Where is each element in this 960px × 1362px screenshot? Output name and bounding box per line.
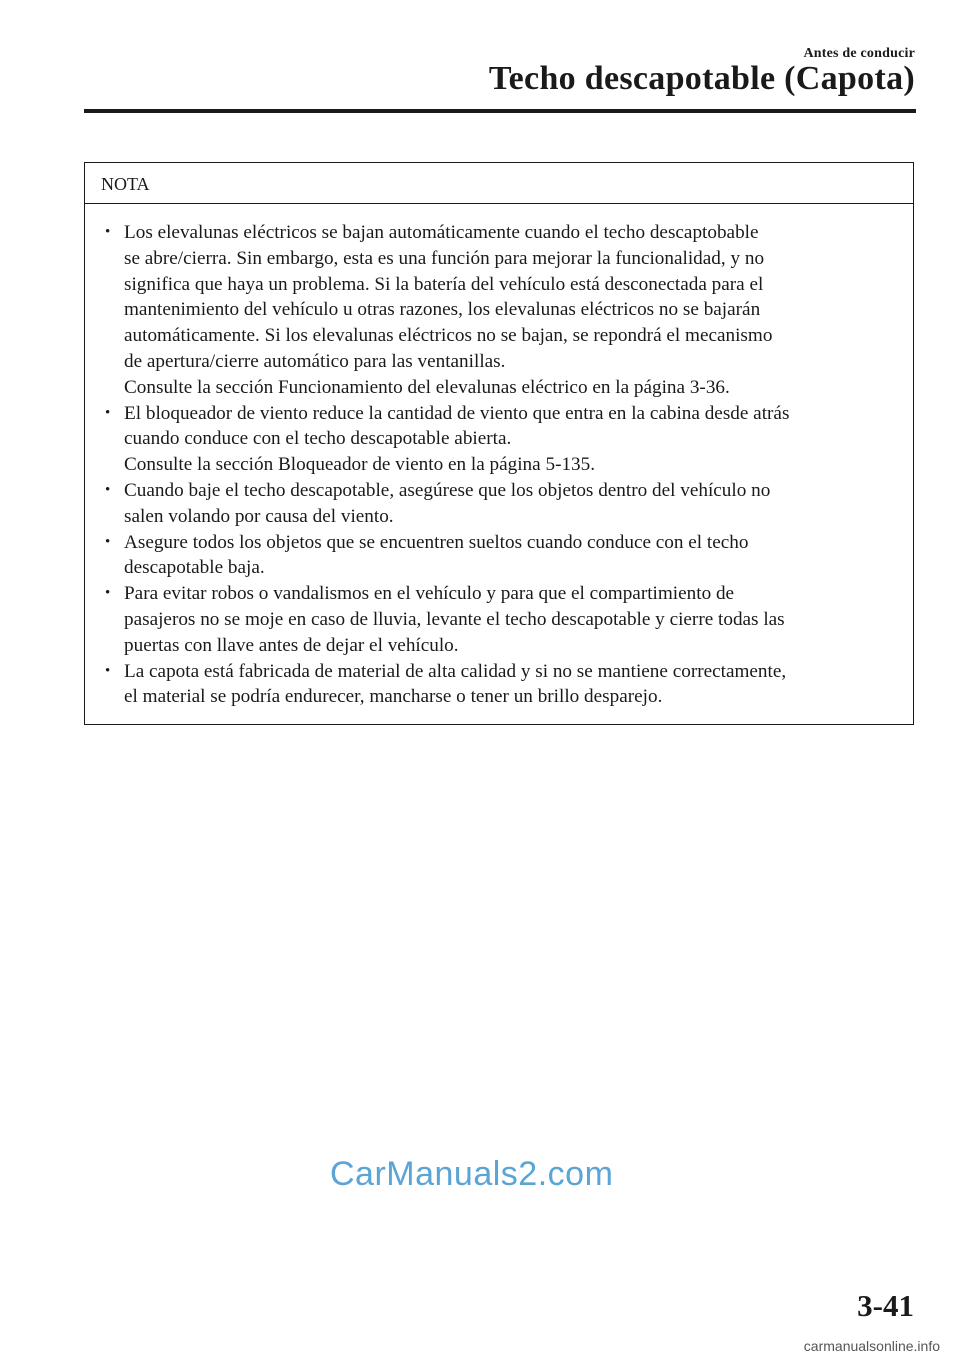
note-text-line: cuando conduce con el techo descapotable abierta. [124,428,512,450]
note-text-line: Cuando baje el techo descapotable, asegúrese que los objetos dentro del vehículo no [124,479,771,501]
note-text-line: Los elevalunas eléctricos se bajan automáticamente cuando el techo descaptobable [124,222,759,243]
section-heading: Antes de conducir [803,46,915,61]
note-text-line: mantenimiento del vehículo u otras razones, los elevalunas eléctricos no se bajarán [124,299,761,321]
header-rule [84,109,916,113]
watermark-logo: CarManuals2.com [330,1155,614,1193]
bullet-icon: • [105,404,111,421]
note-text-line: Consulte la sección Bloqueador de viento en la página 5-135. [124,454,596,476]
note-text-line: Para evitar robos o vandalismos en el vehículo y para que el compartimiento de [124,583,735,605]
note-text-line: de apertura/cierre automático para las ventanillas. [124,350,506,372]
note-text-line: se abre/cierra. Sin embargo, esta es una función para mejorar la funcionalidad, y no [124,247,765,269]
bullet-icon: • [105,662,111,679]
note-item [103,530,907,582]
note-list [85,204,913,724]
note-text-line: pasajeros no se moje en caso de lluvia, levante el techo descapotable y cierre todas las [124,608,785,630]
note-text-line: automáticamente. Si los elevalunas eléctricos no se bajan, se repondrá el mecanismo [124,325,773,347]
note-text-line: descapotable baja. [124,557,265,579]
note-item [103,478,907,530]
note-text-line: Consulte la sección Funcionamiento del elevalunas eléctrico en la página 3-36. [124,376,730,398]
note-item [103,581,907,658]
note-item [103,220,907,401]
note-item [103,401,907,478]
footer-site-link[interactable]: carmanualsonline.info [803,1338,940,1354]
note-text-line: La capota está fabricada de material de alta calidad y si no se mantiene correctamente, [124,660,787,682]
page-number: 3-41 [857,1288,914,1323]
page-title: Techo descapotable (Capota) [488,60,915,97]
note-box [84,162,914,725]
note-text-line: puertas con llave antes de dejar el vehículo. [124,634,459,656]
note-text-line: significa que haya un problema. Si la batería del vehículo está desconectada para el [124,273,764,295]
note-text-line: El bloqueador de viento reduce la cantidad de viento que entra en la cabina desde atrás [124,402,790,424]
note-item [103,659,907,711]
bullet-icon: • [105,585,111,602]
bullet-icon: • [105,224,111,240]
note-text-line: Asegure todos los objetos que se encuentren sueltos cuando conduce con el techo [124,531,749,553]
bullet-icon: • [105,481,111,498]
note-text-line: salen volando por causa del viento. [124,505,394,527]
note-text-line: el material se podría endurecer, mancharse o tener un brillo desparejo. [124,686,663,708]
note-heading: NOTA [85,163,913,204]
bullet-icon: • [105,533,111,550]
